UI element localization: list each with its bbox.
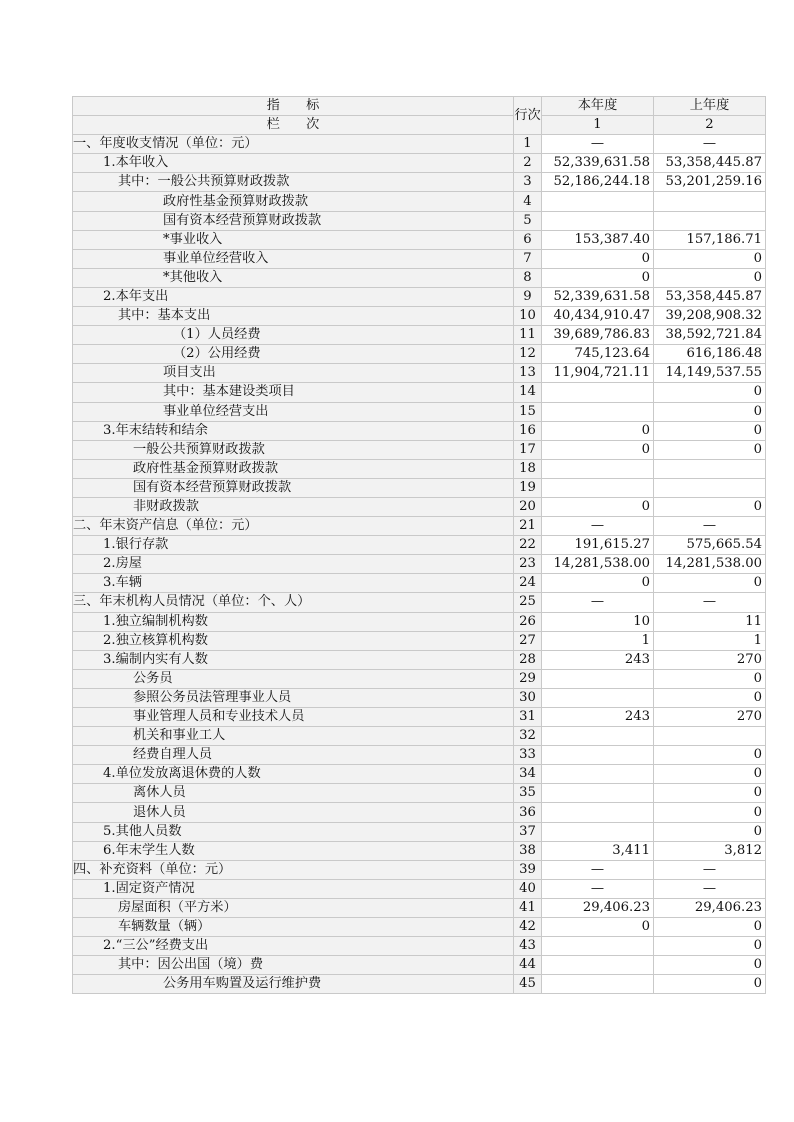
column-header: 栏 次	[73, 116, 514, 135]
current-year-value: —	[542, 593, 654, 612]
row-label: 3.年末结转和结余	[73, 421, 514, 440]
row-label: （2）公用经费	[73, 345, 514, 364]
row-number: 15	[514, 402, 542, 421]
last-year-value: —	[654, 879, 766, 898]
row-number: 25	[514, 593, 542, 612]
last-year-value: 14,149,537.55	[654, 364, 766, 383]
column-2-index: 2	[654, 116, 766, 135]
table-row	[73, 497, 766, 516]
current-year-value	[542, 765, 654, 784]
table-row	[73, 650, 766, 669]
table-row	[73, 803, 766, 822]
last-year-value: 616,186.48	[654, 345, 766, 364]
row-number: 28	[514, 650, 542, 669]
last-year-value: 29,406.23	[654, 898, 766, 917]
table-row	[73, 574, 766, 593]
last-year-value: 0	[654, 421, 766, 440]
table-row	[73, 765, 766, 784]
current-year-value: 0	[542, 574, 654, 593]
row-number: 22	[514, 536, 542, 555]
row-number: 41	[514, 898, 542, 917]
last-year-value: 0	[654, 956, 766, 975]
row-label: 离休人员	[73, 784, 514, 803]
current-year-value	[542, 402, 654, 421]
row-label: 事业单位经营支出	[73, 402, 514, 421]
row-label: 事业管理人员和专业技术人员	[73, 708, 514, 727]
table-row	[73, 440, 766, 459]
last-year-value: 39,208,908.32	[654, 307, 766, 326]
row-number: 43	[514, 937, 542, 956]
row-label: 非财政拨款	[73, 497, 514, 516]
table-row	[73, 326, 766, 345]
current-year-value: 745,123.64	[542, 345, 654, 364]
last-year-value: 1	[654, 631, 766, 650]
header-row	[73, 97, 766, 116]
row-number: 6	[514, 230, 542, 249]
row-number: 5	[514, 211, 542, 230]
row-label: 国有资本经营预算财政拨款	[73, 211, 514, 230]
row-label: 车辆数量（辆）	[73, 918, 514, 937]
current-year-value: 0	[542, 249, 654, 268]
column-index-row	[73, 116, 766, 135]
current-year-value: 3,411	[542, 841, 654, 860]
row-label: 2.本年支出	[73, 287, 514, 306]
current-year-value: —	[542, 860, 654, 879]
row-number: 18	[514, 459, 542, 478]
table-row	[73, 517, 766, 536]
current-year-value	[542, 822, 654, 841]
current-year-value: —	[542, 879, 654, 898]
last-year-value: 14,281,538.00	[654, 555, 766, 574]
row-label: *其他收入	[73, 268, 514, 287]
table-row	[73, 268, 766, 287]
row-number: 34	[514, 765, 542, 784]
table-row	[73, 135, 766, 154]
current-year-value	[542, 383, 654, 402]
last-year-value: 270	[654, 650, 766, 669]
table-row	[73, 937, 766, 956]
row-label: 三、年末机构人员情况（单位：个、人）	[73, 593, 514, 612]
current-year-value	[542, 669, 654, 688]
last-year-value: —	[654, 593, 766, 612]
row-label: （1）人员经费	[73, 326, 514, 345]
last-year-value: 0	[654, 937, 766, 956]
row-number: 35	[514, 784, 542, 803]
current-year-value: 39,689,786.83	[542, 326, 654, 345]
row-label: 其中：基本建设类项目	[73, 383, 514, 402]
last-year-value: 270	[654, 708, 766, 727]
row-number: 40	[514, 879, 542, 898]
row-number: 26	[514, 612, 542, 631]
current-year-value: 10	[542, 612, 654, 631]
last-year-value: 0	[654, 574, 766, 593]
last-year-value: 0	[654, 975, 766, 994]
column-1-index: 1	[542, 116, 654, 135]
table-row	[73, 784, 766, 803]
table-row	[73, 459, 766, 478]
current-year-value	[542, 975, 654, 994]
last-year-value: 53,358,445.87	[654, 154, 766, 173]
row-label: 3.编制内实有人数	[73, 650, 514, 669]
table-row	[73, 975, 766, 994]
current-year-value: 243	[542, 650, 654, 669]
row-number: 37	[514, 822, 542, 841]
current-year-value	[542, 727, 654, 746]
table-row	[73, 192, 766, 211]
table-row	[73, 154, 766, 173]
table-row	[73, 478, 766, 497]
table-row	[73, 669, 766, 688]
current-year-value	[542, 192, 654, 211]
current-year-value: 1	[542, 631, 654, 650]
last-year-value: 53,201,259.16	[654, 173, 766, 192]
table-row	[73, 631, 766, 650]
last-year-value: 0	[654, 765, 766, 784]
row-label: 政府性基金预算财政拨款	[73, 459, 514, 478]
table-row	[73, 688, 766, 707]
table-row	[73, 708, 766, 727]
table-row	[73, 727, 766, 746]
table-row	[73, 402, 766, 421]
table-row	[73, 918, 766, 937]
row-label: 2.“三公”经费支出	[73, 937, 514, 956]
table-row	[73, 383, 766, 402]
current-year-value	[542, 803, 654, 822]
row-number: 3	[514, 173, 542, 192]
current-year-value: 40,434,910.47	[542, 307, 654, 326]
row-label: 国有资本经营预算财政拨款	[73, 478, 514, 497]
row-number: 12	[514, 345, 542, 364]
last-year-value: 0	[654, 268, 766, 287]
row-number: 1	[514, 135, 542, 154]
table-row	[73, 956, 766, 975]
last-year-value	[654, 459, 766, 478]
row-number: 42	[514, 918, 542, 937]
row-number: 4	[514, 192, 542, 211]
last-year-value: 0	[654, 822, 766, 841]
row-label: 参照公务员法管理事业人员	[73, 688, 514, 707]
current-year-value	[542, 746, 654, 765]
row-number: 23	[514, 555, 542, 574]
row-label: 经费自理人员	[73, 746, 514, 765]
row-label: 一般公共预算财政拨款	[73, 440, 514, 459]
current-year-value: 52,186,244.18	[542, 173, 654, 192]
last-year-value	[654, 478, 766, 497]
current-year-value	[542, 459, 654, 478]
row-label: 事业单位经营收入	[73, 249, 514, 268]
last-year-value: 0	[654, 803, 766, 822]
current-year-value: 14,281,538.00	[542, 555, 654, 574]
current-year-value	[542, 784, 654, 803]
row-number: 9	[514, 287, 542, 306]
table-row	[73, 860, 766, 879]
table-row	[73, 249, 766, 268]
last-year-value: —	[654, 517, 766, 536]
last-year-value: 0	[654, 402, 766, 421]
current-year-value: 52,339,631.58	[542, 154, 654, 173]
last-year-value: —	[654, 135, 766, 154]
current-year-value	[542, 211, 654, 230]
row-number: 45	[514, 975, 542, 994]
current-year-value	[542, 688, 654, 707]
row-label: 政府性基金预算财政拨款	[73, 192, 514, 211]
current-year-header: 本年度	[542, 97, 654, 116]
current-year-value: —	[542, 135, 654, 154]
row-number: 10	[514, 307, 542, 326]
row-number: 19	[514, 478, 542, 497]
table-row	[73, 746, 766, 765]
row-label: 3.车辆	[73, 574, 514, 593]
last-year-value: 0	[654, 688, 766, 707]
row-number: 7	[514, 249, 542, 268]
last-year-value: 0	[654, 784, 766, 803]
row-label: 1.银行存款	[73, 536, 514, 555]
row-label: 5.其他人员数	[73, 822, 514, 841]
table-row	[73, 345, 766, 364]
last-year-value: 575,665.54	[654, 536, 766, 555]
last-year-value	[654, 192, 766, 211]
last-year-value: 0	[654, 669, 766, 688]
last-year-value: —	[654, 860, 766, 879]
last-year-value: 0	[654, 383, 766, 402]
last-year-value: 0	[654, 746, 766, 765]
current-year-value: 0	[542, 421, 654, 440]
table-row	[73, 898, 766, 917]
row-number: 32	[514, 727, 542, 746]
row-number: 44	[514, 956, 542, 975]
row-label: 四、补充资料（单位：元）	[73, 860, 514, 879]
row-label: 公务用车购置及运行维护费	[73, 975, 514, 994]
current-year-value	[542, 937, 654, 956]
last-year-header: 上年度	[654, 97, 766, 116]
last-year-value: 0	[654, 918, 766, 937]
row-number-header: 行次	[514, 97, 542, 135]
last-year-value: 0	[654, 249, 766, 268]
row-number: 2	[514, 154, 542, 173]
row-label: *事业收入	[73, 230, 514, 249]
last-year-value: 0	[654, 497, 766, 516]
last-year-value: 53,358,445.87	[654, 287, 766, 306]
row-label: 机关和事业工人	[73, 727, 514, 746]
row-label: 其中：因公出国（境）费	[73, 956, 514, 975]
current-year-value: 0	[542, 440, 654, 459]
row-label: 2.房屋	[73, 555, 514, 574]
row-number: 13	[514, 364, 542, 383]
row-number: 21	[514, 517, 542, 536]
row-label: 1.独立编制机构数	[73, 612, 514, 631]
table-row	[73, 211, 766, 230]
row-label: 二、年末资产信息（单位：元）	[73, 517, 514, 536]
table-row	[73, 230, 766, 249]
current-year-value: 29,406.23	[542, 898, 654, 917]
table-row	[73, 879, 766, 898]
table-row	[73, 612, 766, 631]
table-row	[73, 307, 766, 326]
current-year-value: 0	[542, 918, 654, 937]
row-number: 17	[514, 440, 542, 459]
row-number: 30	[514, 688, 542, 707]
row-label: 1.本年收入	[73, 154, 514, 173]
current-year-value: 0	[542, 268, 654, 287]
last-year-value	[654, 727, 766, 746]
table-row	[73, 555, 766, 574]
table-row	[73, 421, 766, 440]
row-number: 24	[514, 574, 542, 593]
table-row	[73, 536, 766, 555]
row-number: 8	[514, 268, 542, 287]
row-label: 其中：基本支出	[73, 307, 514, 326]
table-row	[73, 593, 766, 612]
row-number: 31	[514, 708, 542, 727]
row-label: 一、年度收支情况（单位：元）	[73, 135, 514, 154]
current-year-value: 11,904,721.11	[542, 364, 654, 383]
row-label: 项目支出	[73, 364, 514, 383]
row-label: 4.单位发放离退休费的人数	[73, 765, 514, 784]
row-number: 11	[514, 326, 542, 345]
row-label: 房屋面积（平方米）	[73, 898, 514, 917]
table-row	[73, 841, 766, 860]
current-year-value: —	[542, 517, 654, 536]
row-number: 16	[514, 421, 542, 440]
indicator-header: 指 标	[73, 97, 514, 116]
table-row	[73, 364, 766, 383]
current-year-value	[542, 956, 654, 975]
last-year-value: 11	[654, 612, 766, 631]
last-year-value	[654, 211, 766, 230]
last-year-value: 38,592,721.84	[654, 326, 766, 345]
current-year-value: 243	[542, 708, 654, 727]
row-number: 14	[514, 383, 542, 402]
row-number: 39	[514, 860, 542, 879]
row-number: 38	[514, 841, 542, 860]
current-year-value: 153,387.40	[542, 230, 654, 249]
current-year-value: 191,615.27	[542, 536, 654, 555]
last-year-value: 0	[654, 440, 766, 459]
row-label: 1.固定资产情况	[73, 879, 514, 898]
financial-summary-table	[72, 96, 766, 994]
row-label: 退休人员	[73, 803, 514, 822]
table-row	[73, 822, 766, 841]
table-row	[73, 173, 766, 192]
row-number: 29	[514, 669, 542, 688]
row-label: 其中：一般公共预算财政拨款	[73, 173, 514, 192]
last-year-value: 157,186.71	[654, 230, 766, 249]
row-label: 公务员	[73, 669, 514, 688]
row-number: 20	[514, 497, 542, 516]
current-year-value: 0	[542, 497, 654, 516]
table-row	[73, 287, 766, 306]
row-number: 33	[514, 746, 542, 765]
row-number: 27	[514, 631, 542, 650]
row-label: 2.独立核算机构数	[73, 631, 514, 650]
row-number: 36	[514, 803, 542, 822]
current-year-value	[542, 478, 654, 497]
last-year-value: 3,812	[654, 841, 766, 860]
current-year-value: 52,339,631.58	[542, 287, 654, 306]
row-label: 6.年末学生人数	[73, 841, 514, 860]
